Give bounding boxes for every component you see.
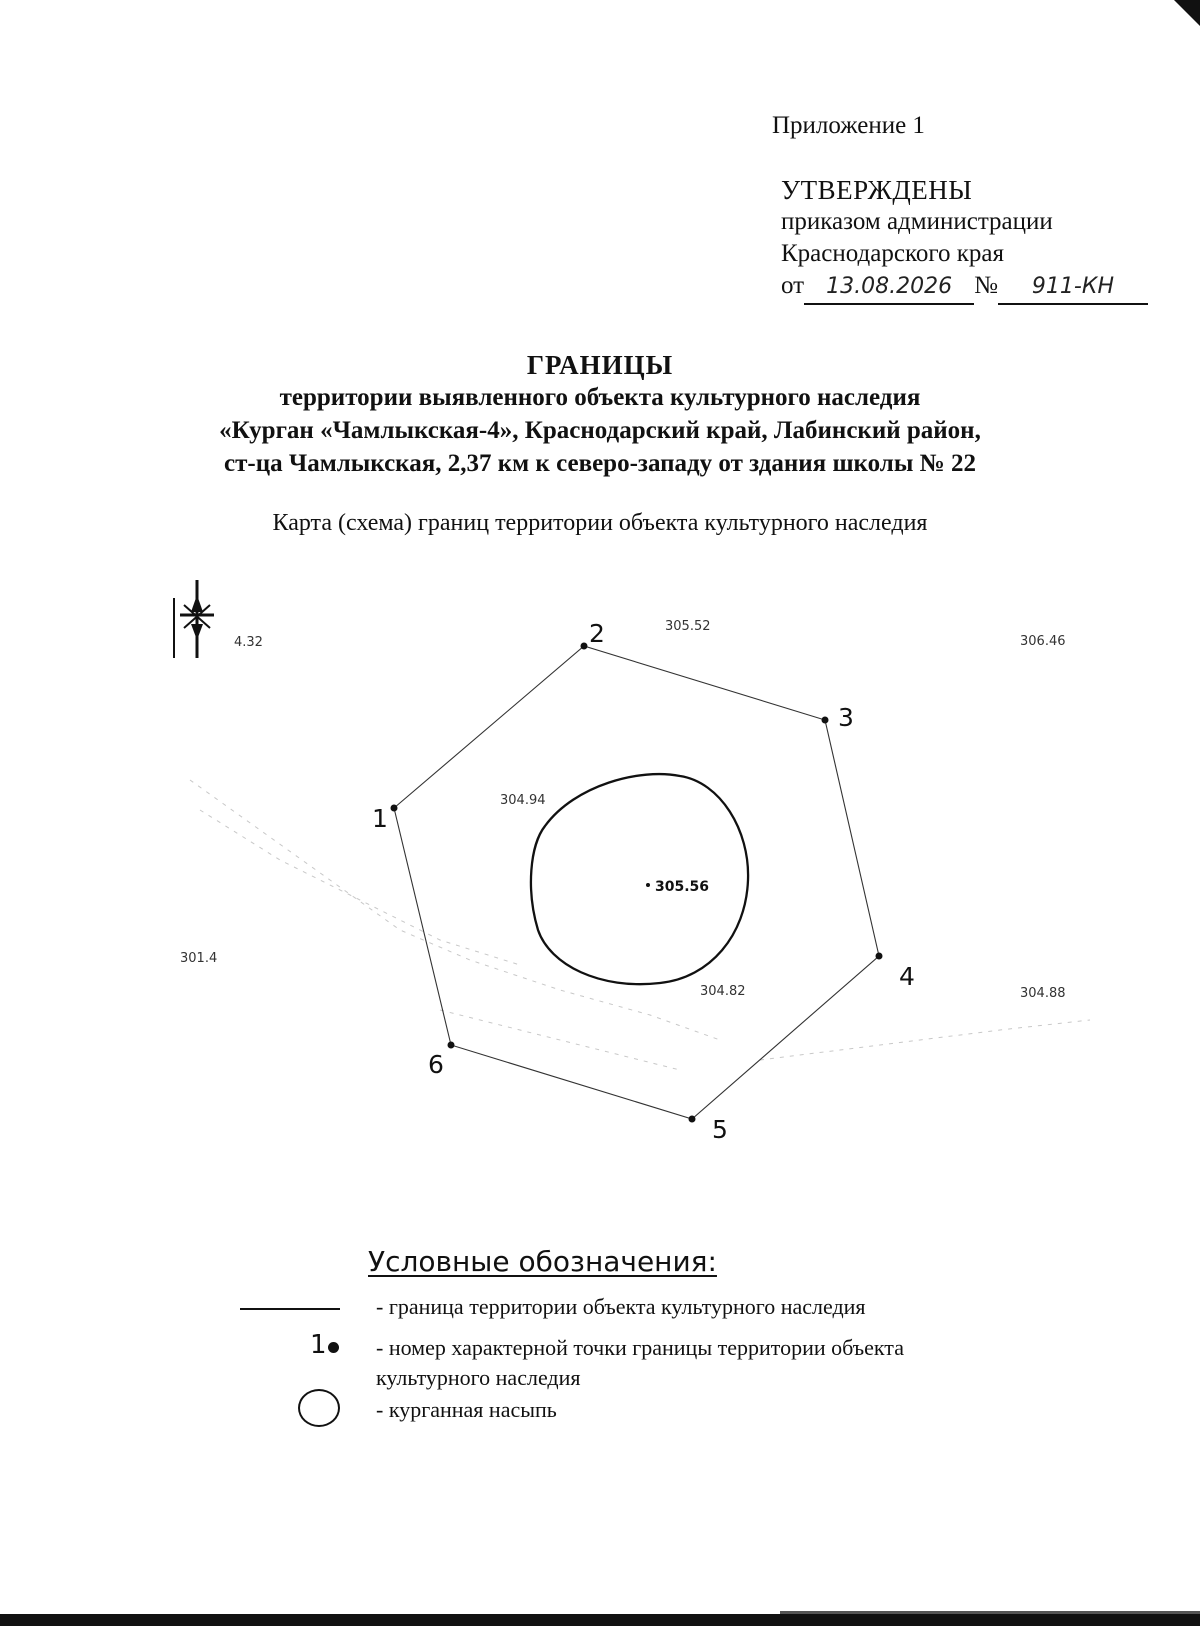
document-title <box>150 350 1050 480</box>
mound-outline <box>531 774 748 984</box>
boundary-map <box>0 570 1200 1150</box>
legend-title: Условные обозначения: <box>368 1245 717 1278</box>
title-line-3: ст-ца Чамлыкская, 2,37 км к северо-западу от здания школы № 22 <box>224 450 976 477</box>
legend-item-boundary: - граница территории объекта культурного наследия <box>376 1294 866 1319</box>
legend-point-number: 1 <box>310 1330 327 1360</box>
approval-line-2: Краснодарского края <box>781 240 1004 267</box>
north-arrow-icon <box>174 580 214 658</box>
title-line-2: «Курган «Чамлыкская-4», Краснодарский край, Лабинский район, <box>219 417 981 444</box>
legend-item-point-line-1: - номер характерной точки границы территории объекта <box>376 1335 904 1360</box>
boundary-point-5 <box>689 1116 696 1123</box>
scan-edge <box>0 1614 1200 1626</box>
date-prefix: от <box>781 272 805 299</box>
elevation-mound-se: 304.82 <box>700 984 746 999</box>
point-label-4: 4 <box>899 962 915 991</box>
legend-boundary-line-icon <box>240 1308 340 1310</box>
boundary-point-3 <box>822 717 829 724</box>
legend-item-point <box>376 1333 904 1393</box>
boundary-point-2 <box>581 643 588 650</box>
elevation-left: 301.4 <box>180 951 218 966</box>
point-label-6: 6 <box>428 1050 444 1079</box>
legend-item-point-line-2: культурного наследия <box>376 1365 581 1390</box>
approval-date-row <box>781 270 1148 305</box>
territory-boundary <box>394 646 879 1119</box>
background-traces <box>190 780 1090 1070</box>
elevation-top-left: 4.32 <box>234 635 263 650</box>
elevation-top-right: 306.46 <box>1020 634 1066 649</box>
approval-line-1: приказом администрации <box>781 208 1053 235</box>
approval-heading: УТВЕРЖДЕНЫ <box>781 175 973 205</box>
point-label-5: 5 <box>712 1115 728 1144</box>
boundary-point-4 <box>876 953 883 960</box>
legend-mound-circle-icon <box>298 1389 340 1427</box>
map-subtitle: Карта (схема) границ территории объекта культурного наследия <box>272 510 928 536</box>
elevation-top-center: 305.52 <box>665 619 711 634</box>
boundary-point-1 <box>391 805 398 812</box>
boundary-point-6 <box>448 1042 455 1049</box>
point-label-2: 2 <box>589 619 605 648</box>
approval-block <box>781 174 1148 305</box>
elevation-right: 304.88 <box>1020 986 1066 1001</box>
title-line-1: территории выявленного объекта культурного наследия <box>279 384 921 411</box>
annex-label: Приложение 1 <box>772 112 925 139</box>
number-prefix: № <box>974 272 998 299</box>
point-label-3: 3 <box>838 703 854 732</box>
legend-point-dot-icon <box>328 1342 339 1353</box>
title-main: ГРАНИЦЫ <box>526 350 674 380</box>
elevation-mound-center: 305.56 <box>655 879 710 895</box>
elevation-mound-nw: 304.94 <box>500 793 546 808</box>
handwritten-date: 13.08.2026 <box>826 274 953 299</box>
mound-center-point <box>646 883 650 887</box>
point-label-1: 1 <box>372 804 388 833</box>
legend-item-mound: - курганная насыпь <box>376 1397 557 1422</box>
handwritten-number: 911-КН <box>1031 274 1115 299</box>
corner-mark <box>1174 0 1200 26</box>
